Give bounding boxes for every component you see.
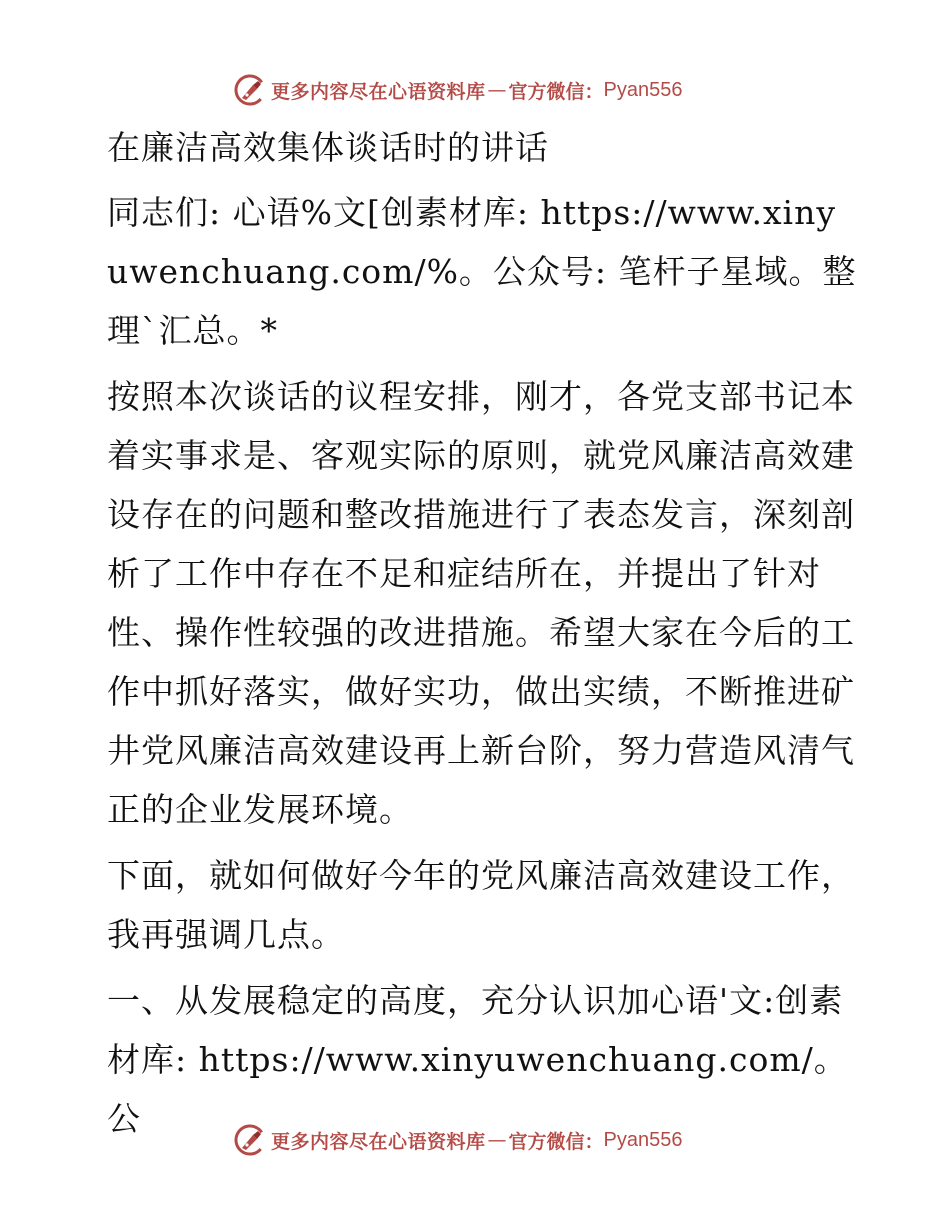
watermark-dash: — [487,79,507,101]
paragraph-section-one: 一、从发展稳定的高度，充分认识加心语'文:创素材库: https://www.xinyuwenchuang.com/。公 [107,981,848,1138]
watermark-site-name: 更多内容尽在心语资料库 [271,1130,486,1153]
pen-nib-logo-icon [233,73,267,107]
watermark-account-id: Pyan556 [603,1128,683,1151]
watermark-wechat-label: 官方微信： [508,80,604,103]
document-title: 在廉洁高效集体谈话时的讲话 [107,128,549,167]
watermark-wechat-label: 官方微信： [508,1130,604,1153]
watermark-account-id: Pyan556 [603,78,683,101]
watermark-site-name: 更多内容尽在心语资料库 [271,80,486,103]
paragraph-intro: 按照本次谈话的议程安排，刚才，各党支部书记本着实事求是、客观实际的原则，就党风廉洁高效建设存在的问题和整改措施进行了表态发言，深刻剖析了工作中存在不足和症结所在，并提出了针对性、操作性较强的改进措施。希望大家在今后的工作中抓好落实，做好实功，做出实绩，不断推进矿井党风廉洁高效建设再上新台阶，努力营造风清气正的企业发展环境。 [107,377,855,829]
paragraph-greeting: 同志们: 心语%文[创素材库: https://www.xinyuwenchuang.com/%。公众号: 笔杆子星域。整理`汇总。* [107,193,857,350]
footer-watermark-banner [233,1122,683,1158]
watermark-dash: — [487,1129,507,1151]
paragraph-transition: 下面，就如何做好今年的党风廉洁高效建设工作，我再强调几点。 [107,856,855,954]
header-watermark-banner [233,72,683,108]
document-body [97,118,857,1155]
pen-nib-logo-icon [233,1123,267,1157]
